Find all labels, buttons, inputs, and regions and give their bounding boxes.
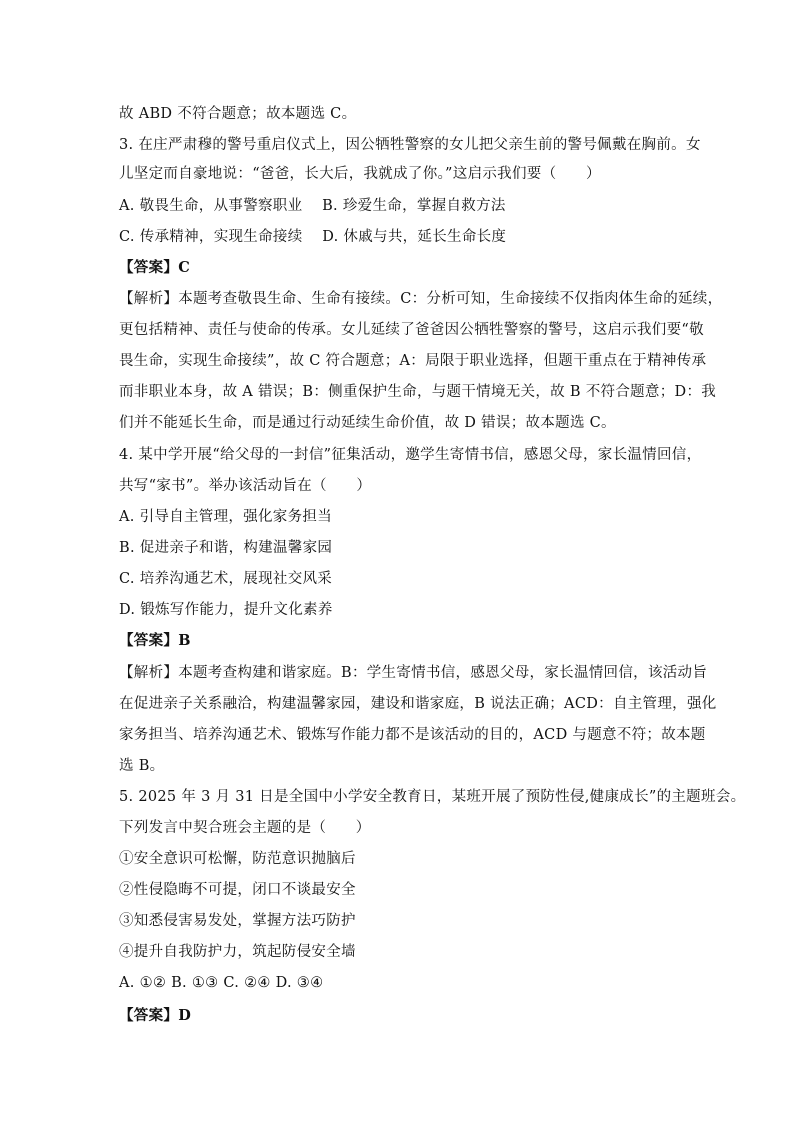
question-5-statement-1: ①安全意识可松懈，防范意识抛脑后 — [119, 851, 356, 867]
question-3-analysis-line-1: 【解析】本题考查敬畏生命、生命有接续。C：分析可知，生命接续不仅指肉体生命的延续， — [119, 291, 723, 307]
question-4-option-c: C. 培养沟通艺术，展现社交风采 — [119, 571, 333, 587]
question-3-answer: 【答案】C — [119, 259, 191, 276]
question-3-options-ab: A. 敬畏生命，从事警察职业 B. 珍爱生命，掌握自救方法 — [119, 198, 506, 214]
question-5-options: A. ①② B. ①③ C. ②④ D. ③④ — [119, 975, 324, 991]
question-5-statement-4: ④提升自我防护力，筑起防侵安全墙 — [119, 944, 356, 960]
question-4-analysis-line-3: 家务担当、培养沟通艺术、锻炼写作能力都不是该活动的目的，ACD 与题意不符；故本题 — [119, 727, 706, 743]
question-3-options-cd: C. 传承精神，实现生命接续 D. 休戚与共，延长生命长度 — [119, 229, 507, 245]
question-3-analysis-line-4: 而非职业本身，故 A 错误；B：侧重保护生命，与题干情境无关，故 B 不符合题意；D：我 — [119, 384, 717, 400]
question-3-stem-line-2: 儿坚定而自豪地说：“爸爸，长大后，我就成了你。”这启示我们要（ ） — [119, 166, 601, 182]
question-4-stem-line-1: 4. 某中学开展“给父母的一封信”征集活动，邀学生寄情书信，感恩父母，家长温情回信， — [119, 447, 702, 463]
question-4-analysis-line-2: 在促进亲子关系融洽，构建温馨家园，建设和谐家庭，B 说法正确；ACD：自主管理，强化 — [119, 696, 717, 712]
question-5-stem-line-2: 下列发言中契合班会主题的是（ ） — [119, 820, 371, 836]
question-4-option-b: B. 促进亲子和谐，构建温馨家园 — [119, 540, 333, 556]
question-5-statement-3: ③知悉侵害易发处，掌握方法巧防护 — [119, 913, 356, 929]
question-4-analysis-line-1: 【解析】本题考查构建和谐家庭。B：学生寄情书信，感恩父母，家长温情回信，该活动旨 — [119, 665, 708, 681]
question-4-option-a: A. 引导自主管理，强化家务担当 — [119, 509, 332, 525]
question-5-statement-2: ②性侵隐晦不可提，闭口不谈最安全 — [119, 882, 356, 898]
answer-conclusion-2: 故 ABD 不符合题意；故本题选 C。 — [119, 106, 357, 122]
question-4-answer: 【答案】B — [119, 632, 191, 649]
question-3-stem-line-1: 3. 在庄严肃穆的警号重启仪式上，因公牺牲警察的女儿把父亲生前的警号佩戴在胸前。女 — [119, 137, 701, 153]
question-5-answer: 【答案】D — [119, 1007, 192, 1024]
question-3-analysis-line-5: 们并不能延长生命，而是通过行动延续生命价值，故 D 错误；故本题选 C。 — [119, 415, 616, 431]
question-3-analysis-line-2: 更包括精神、责任与使命的传承。女儿延续了爸爸因公牺牲警察的警号，这启示我们要“敬 — [119, 322, 704, 338]
question-5-stem-line-1: 5. 2025 年 3 月 31 日是全国中小学安全教育日，某班开展了预防性侵,健康成长”的主题班会。 — [119, 789, 746, 805]
question-4-option-d: D. 锻炼写作能力，提升文化素养 — [119, 602, 333, 618]
question-3-analysis-line-3: 畏生命，实现生命接续”，故 C 符合题意；A：局限于职业选择，但题干重点在于精神传承 — [119, 353, 707, 369]
question-4-stem-line-2: 共写“家书”。举办该活动旨在（ ） — [119, 478, 372, 494]
question-4-analysis-line-4: 选 B。 — [119, 758, 165, 774]
